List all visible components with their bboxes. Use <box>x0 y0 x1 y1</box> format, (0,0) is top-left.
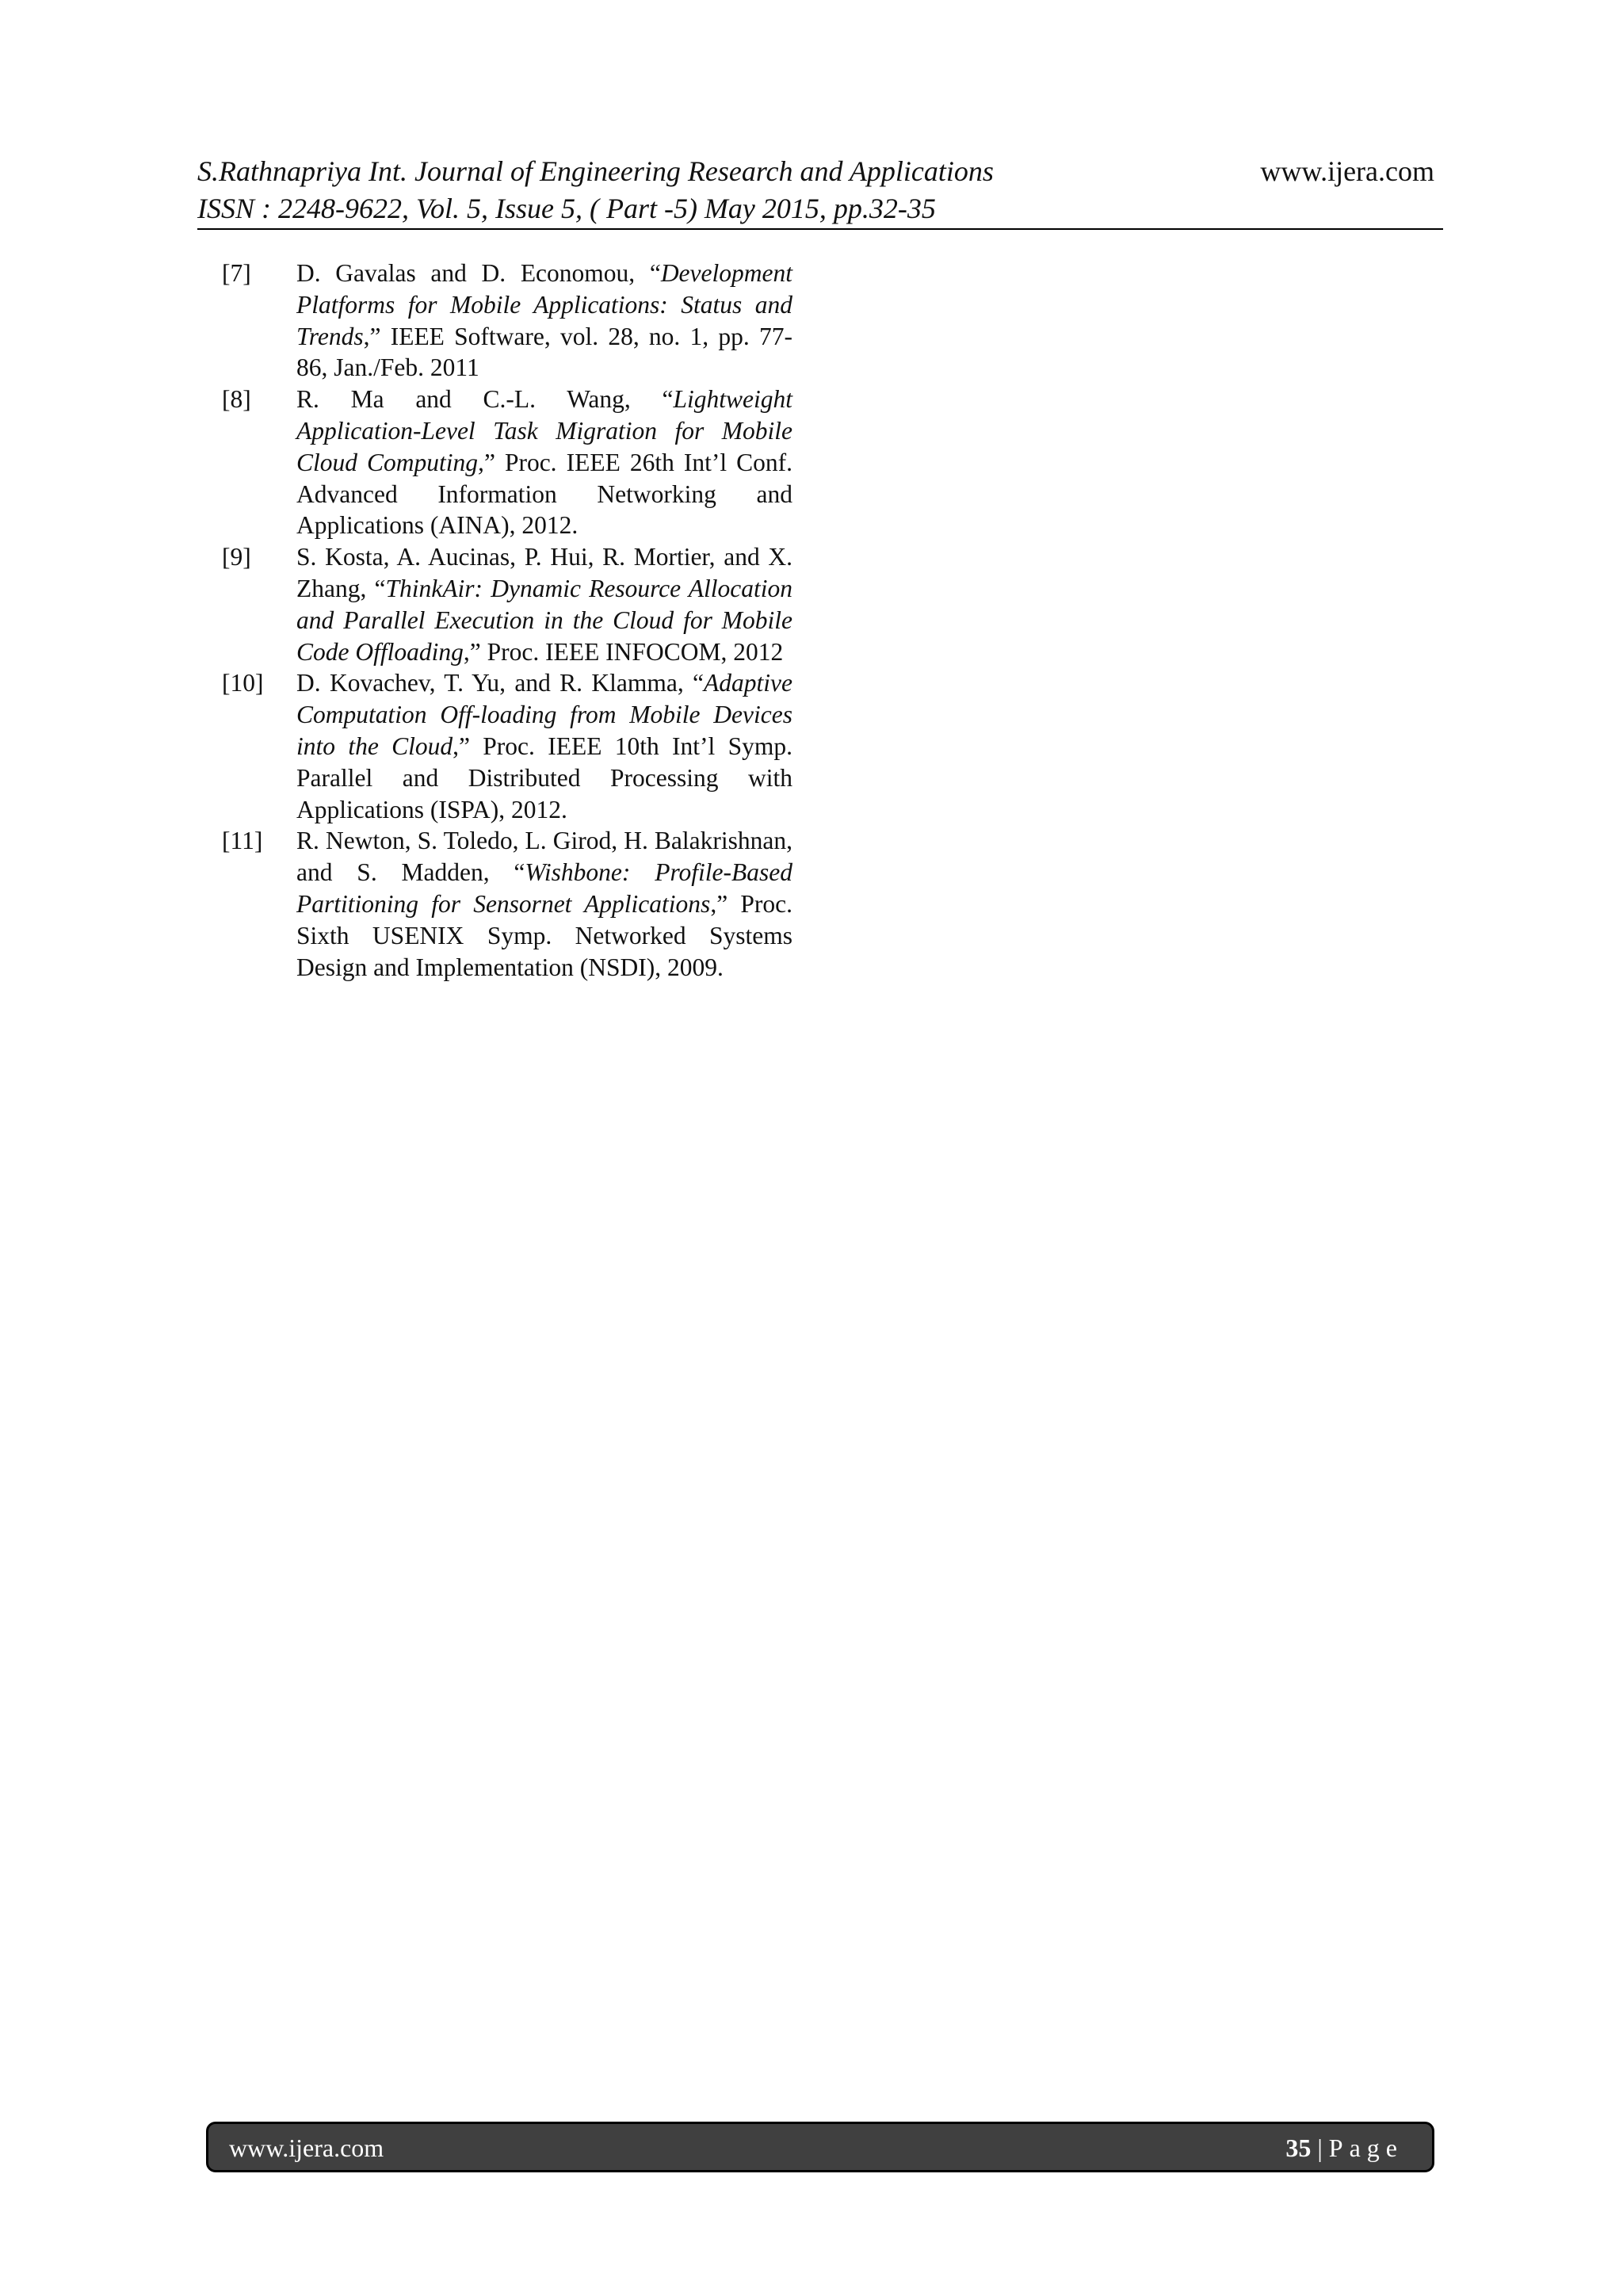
header-divider <box>197 228 1443 230</box>
reference-text <box>296 825 792 983</box>
reference-text <box>296 541 792 667</box>
reference-source: ,” Proc. IEEE 10th Int’l Symp. Parallel and Distributed Processing with Applications (ISPA), 2012. <box>296 732 792 823</box>
page-number: 35 <box>1285 2134 1312 2162</box>
reference-number: [11] <box>222 827 263 855</box>
reference-item <box>222 667 792 825</box>
reference-number: [8] <box>222 385 251 414</box>
reference-text <box>296 258 792 384</box>
journal-header-line1: S.Rathnapriya Int. Journal of Engineering Research and Applications <box>197 155 994 187</box>
page-label: Page <box>1328 2134 1403 2162</box>
reference-number: [9] <box>222 543 251 571</box>
reference-item <box>222 541 792 667</box>
page-footer-bar <box>206 2122 1434 2172</box>
reference-title: Adaptive Computation Off-loading from Mobile Devices into the Cloud <box>296 669 792 760</box>
footer-website: www.ijera.com <box>229 2134 384 2162</box>
reference-text <box>296 384 792 541</box>
reference-item <box>222 258 792 384</box>
reference-list <box>222 258 792 983</box>
reference-authors: D. Gavalas and D. Economou, “ <box>296 259 661 287</box>
page-indicator <box>1285 2134 1403 2163</box>
reference-source: ,” Proc. IEEE INFOCOM, 2012 <box>463 637 784 666</box>
reference-title: Wishbone: Profile-Based Partitioning for Sensornet Applications <box>296 858 792 918</box>
reference-number: [10] <box>222 669 264 697</box>
reference-title: Development Platforms for Mobile Applications: Status and Trends <box>296 259 792 350</box>
reference-number: [7] <box>222 259 251 287</box>
reference-title: ThinkAir: Dynamic Resource Allocation and Parallel Execution in the Cloud for Mobile Code Offloading <box>296 574 792 666</box>
reference-source: ,” Proc. Sixth USENIX Symp. Networked Systems Design and Implementation (NSDI), 2009. <box>296 889 792 981</box>
reference-text <box>296 667 792 825</box>
page-separator: | <box>1311 2134 1329 2162</box>
reference-item <box>222 384 792 541</box>
reference-authors: D. Kovachev, T. Yu, and R. Klamma, “ <box>296 669 705 697</box>
reference-authors: S. Kosta, A. Aucinas, P. Hui, R. Mortier, and X. Zhang, “ <box>296 543 792 602</box>
header-website: www.ijera.com <box>1260 155 1434 187</box>
reference-item <box>222 825 792 983</box>
reference-authors: R. Ma and C.-L. Wang, “ <box>296 385 674 414</box>
reference-source: ,” IEEE Software, vol. 28, no. 1, pp. 77-86, Jan./Feb. 2011 <box>296 322 792 382</box>
reference-title: Lightweight Application-Level Task Migration for Mobile Cloud Computing, <box>296 385 792 476</box>
reference-authors: R. Newton, S. Toledo, L. Girod, H. Balakrishnan, and S. Madden, “ <box>296 827 792 887</box>
journal-header-line2: ISSN : 2248-9622, Vol. 5, Issue 5, ( Part -5) May 2015, pp.32-35 <box>197 193 936 224</box>
reference-source: ” Proc. IEEE 26th Int’l Conf. Advanced Information Networking and Applications (AINA), 2012. <box>296 448 793 540</box>
